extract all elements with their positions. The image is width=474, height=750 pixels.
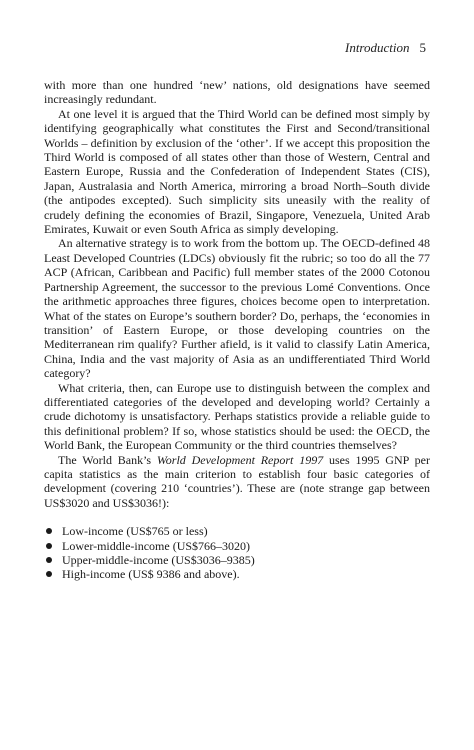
body-text — [44, 78, 430, 582]
world-bank-text-after: uses 1995 GNP per capita statistics as the main criterion to establish four basic categories of development (covering 210 ‘countries’). These are (note strange gap between US$3020 and US$3036!): — [44, 452, 430, 510]
paragraph-third-world-definition: At one level it is argued that the Third World can be defined most simply by identifying geographically what constitutes the First and Second/transitional Worlds – definition by exclusion of the ‘other’. If we accept this proposition the Third World is composed of all states other than those of Western, Central and Eastern Europe, Russia and the Confederation of Independent States (CIS), Japan, Australasia and North America, mirroring a broad North–South divide (the antipodes excepted). Such simplicity sits uneasily with the reality of crudely defining the economies of Brazil, Singapore, Venezuela, United Arab Emirates, Kuwait or even South Africa as simply developing. — [44, 106, 430, 237]
list-item-text: Low-income (US$765 or less) — [62, 524, 208, 539]
bullet-icon — [46, 543, 52, 549]
list-item-text: Upper-middle-income (US$3036–9385) — [62, 553, 255, 567]
paragraph-world-bank — [44, 453, 430, 511]
paragraph-criteria: What criteria, then, can Europe use to distinguish between the complex and differentiated categories of the developed and developing world? Certainly a crude dichotomy is unsatisfactory. Perhaps statistics provide a reliable guide to this definitional problem? If so, whose statistics should be used: the OECD, the World Bank, the European Community or the third countries themselves? — [44, 380, 430, 453]
running-head — [345, 40, 426, 56]
paragraph-alternative-strategy: An alternative strategy is to work from the bottom up. The OECD-defined 48 Least Developed Countries (LDCs) obviously fit the rubric; so too do all the 77 ACP (African, Caribbean and Pacific) full member states of the 2000 Cotonou Partnership Agreement, the successor to the previous Lomé Conventions. Once the arithmetic approaches three figures, choices become open to interpretation. What of the states on Europe’s southern border? Do, perhaps, the ‘economies in transition’ of Eastern Europe, or those developing countries on the Mediterranean rim qualify? Further afield, is it valid to classify Latin America, China, India and the vast majority of Asia as an undifferentiated Third World category? — [44, 236, 430, 381]
bullet-icon — [46, 528, 52, 534]
list-item — [44, 524, 430, 538]
list-item-text: High-income (US$ 9386 and above). — [62, 567, 240, 582]
income-category-list — [44, 524, 430, 582]
page-number: 5 — [419, 40, 426, 55]
paragraph-continuation: with more than one hundred ‘new’ nations, old designations have seemed increasingly redundant. — [44, 78, 430, 107]
report-title: World Development Report 1997 — [156, 452, 324, 467]
bullet-icon — [46, 557, 52, 563]
running-head-title: Introduction — [344, 40, 410, 55]
list-item — [44, 553, 430, 567]
list-item — [44, 539, 430, 553]
bullet-icon — [46, 571, 52, 577]
list-item — [44, 567, 430, 581]
world-bank-text-before: The World Bank’s — [58, 452, 157, 467]
list-item-text: Lower-middle-income (US$766–3020) — [62, 538, 251, 553]
